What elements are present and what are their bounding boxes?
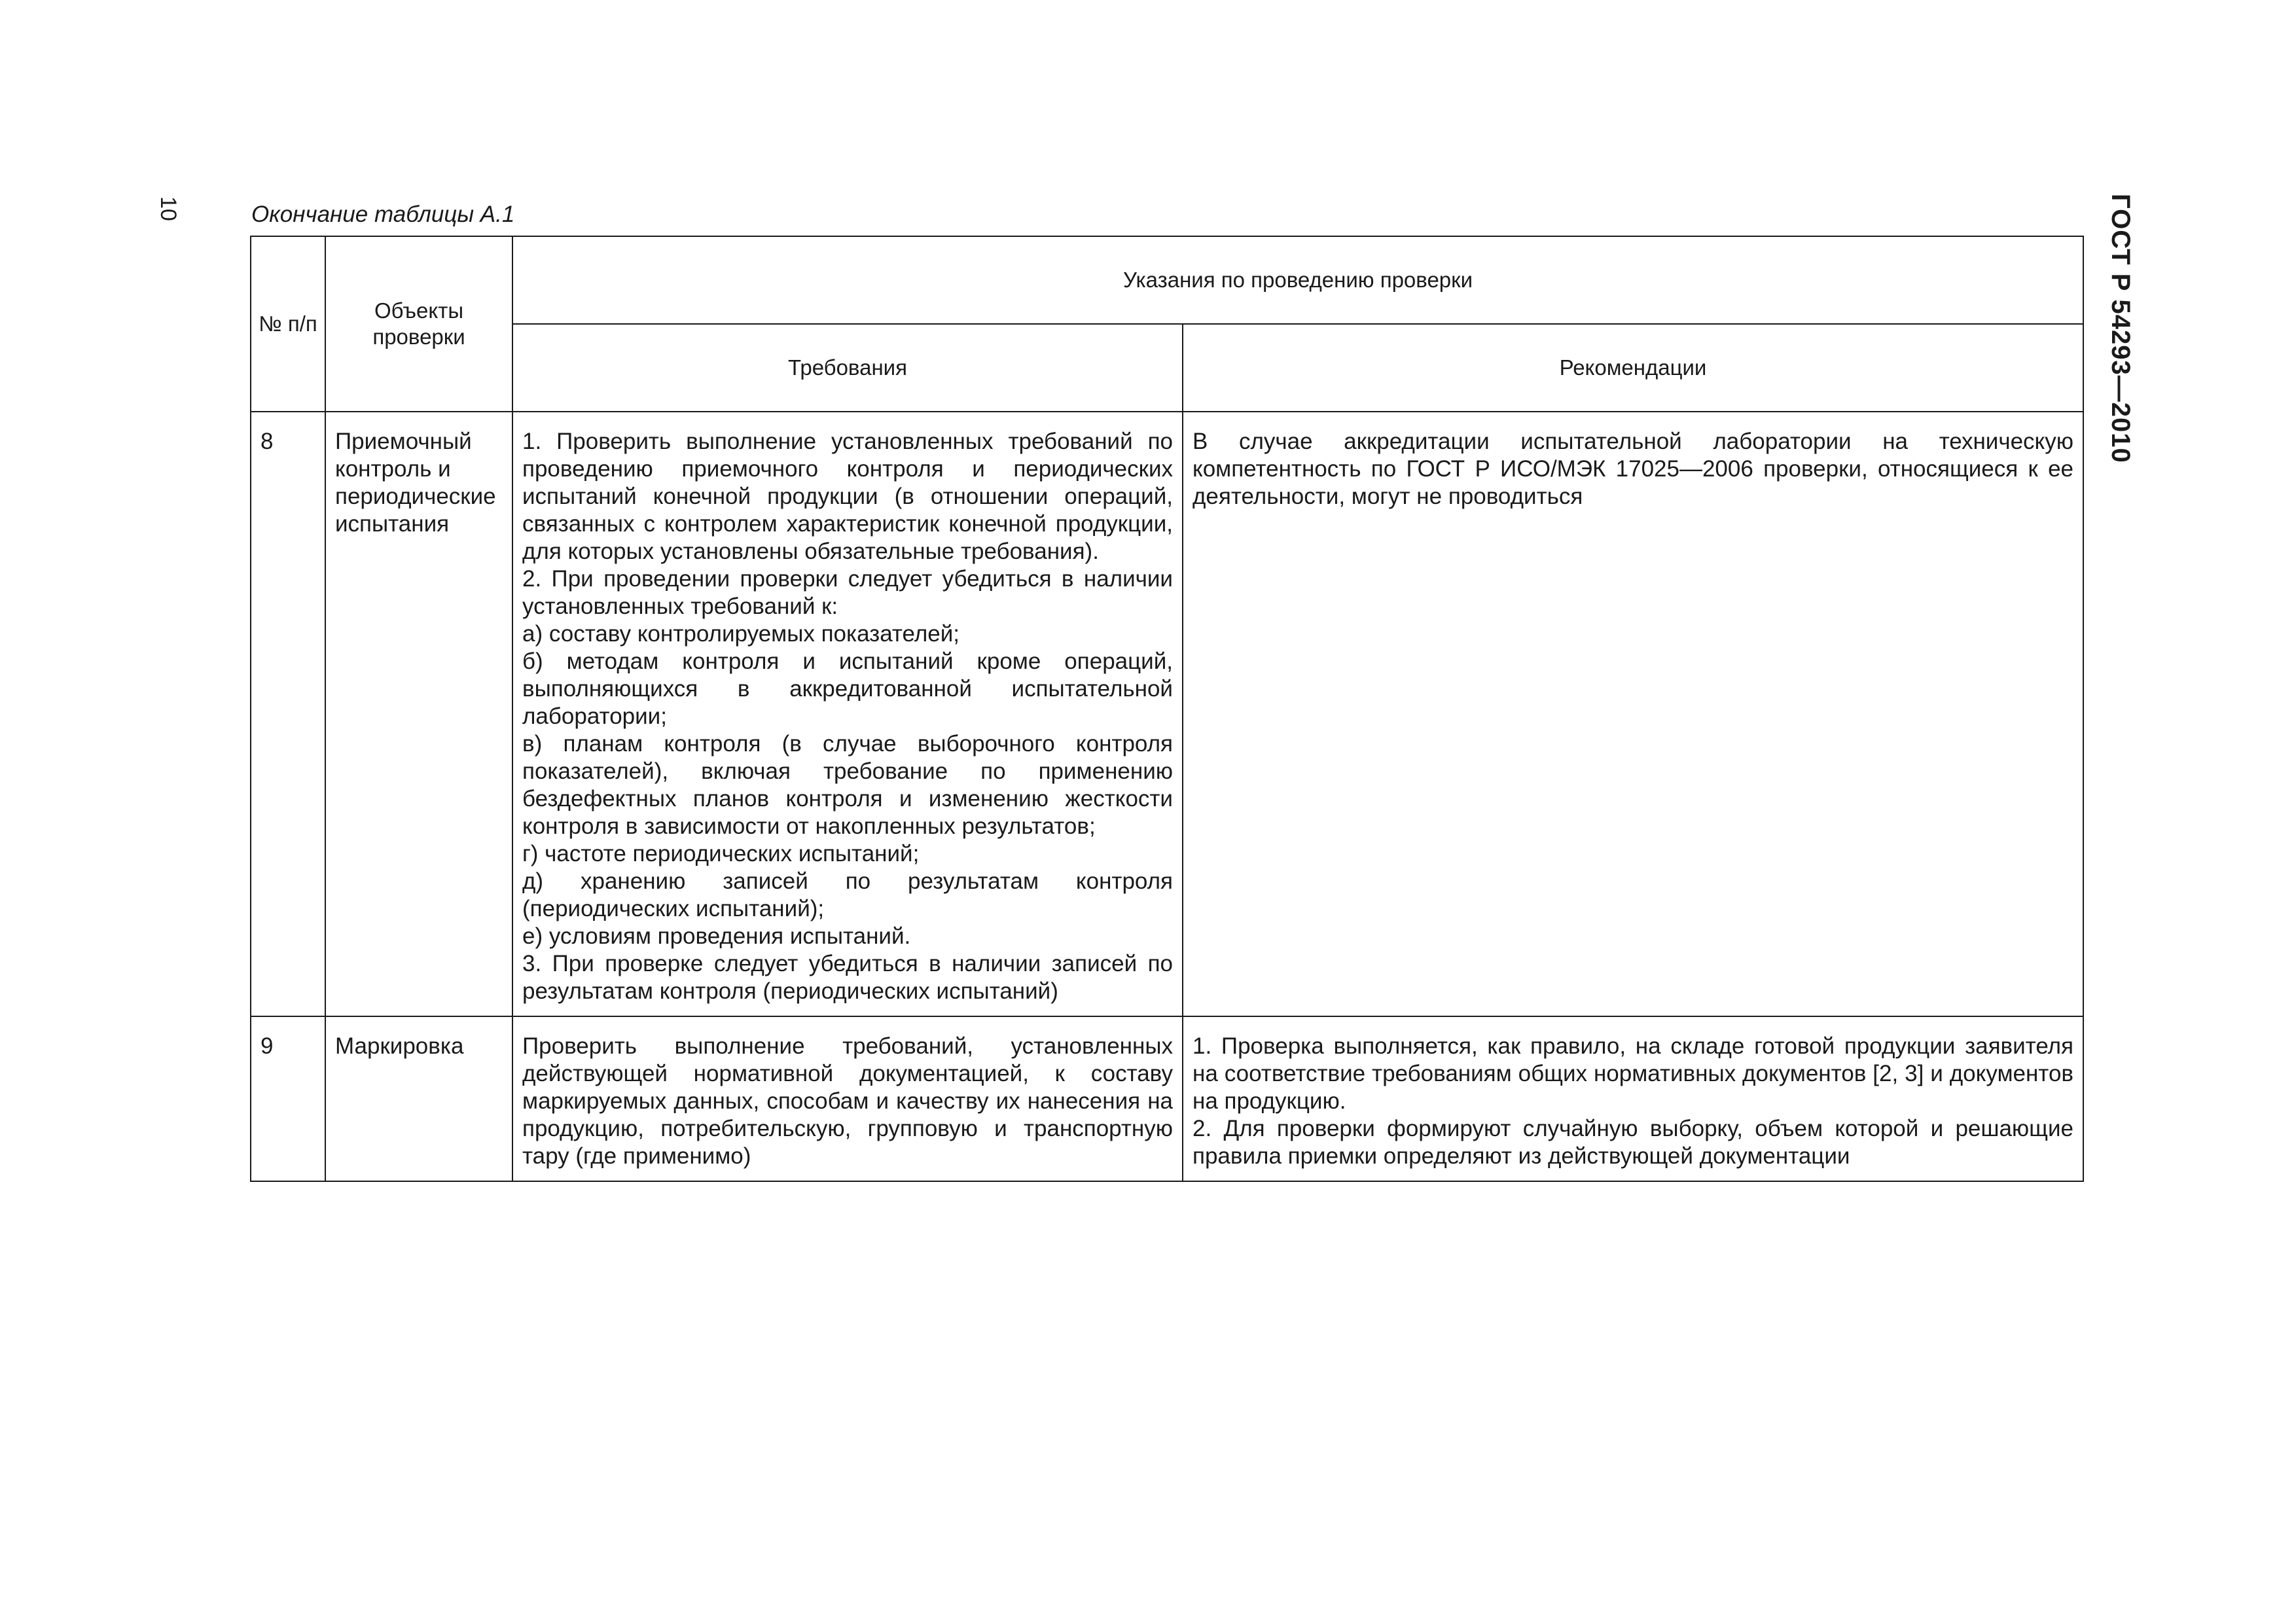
header-recommendations: Рекомендации (1183, 324, 2083, 412)
table-caption: Окончание таблицы А.1 (251, 202, 515, 227)
table-row (251, 412, 2083, 1016)
requirement-item: а) составу контролируемых показателей; (522, 621, 960, 647)
recommendation-item: 2. Для проверки формируют случайную выборку, объем которой и решающие правила приемки определяют из действующей документации (1193, 1116, 2073, 1169)
row-object: Маркировка (325, 1016, 512, 1181)
header-objects: Объекты проверки (325, 236, 512, 412)
requirement-item: 2. При проведении проверки следует убедиться в наличии установленных требований к: (522, 566, 1173, 619)
row-object: Приемочный контроль и периодические испытания (325, 412, 512, 1016)
table-row (251, 1016, 2083, 1181)
recommendation-item: В случае аккредитации испытательной лаборатории на техническую компетентность по ГОСТ Р ИСО/МЭК 17025—2006 проверки, относящиеся к ее деятельности, могут не проводиться (1193, 429, 2073, 509)
requirement-item: д) хранению записей по результатам контроля (периодических испытаний); (522, 868, 1173, 921)
requirement-item: 3. При проверке следует убедиться в наличии записей по результатам контроля (периодических испытаний) (522, 951, 1173, 1004)
header-requirements: Требования (512, 324, 1183, 412)
row-requirements (512, 1016, 1183, 1181)
requirement-item: б) методам контроля и испытаний кроме операций, выполняющихся в аккредитованной испытательной лаборатории; (522, 649, 1173, 729)
row-recommendations (1183, 1016, 2083, 1181)
row-number: 9 (251, 1016, 325, 1181)
header-num: № п/п (251, 236, 325, 412)
requirement-item: е) условиям проведения испытаний. (522, 923, 911, 949)
requirements-table (250, 236, 2084, 1182)
header-instructions: Указания по проведению проверки (512, 236, 2083, 324)
page-number: 10 (156, 196, 181, 221)
document-code: ГОСТ Р 54293—2010 (2106, 194, 2135, 463)
recommendation-item: 1. Проверка выполняется, как правило, на складе готовой продукции заявителя на соответствие требованиям общих нормативных документов [2, 3] и документов на продукцию. (1193, 1033, 2073, 1114)
requirement-item: 1. Проверить выполнение установленных требований по проведению приемочного контроля и периодических испытаний конечной продукции (в отношении операций, связанных с контролем характеристик конечной продукции, для которых установлены обязательные требования). (522, 429, 1173, 564)
requirement-item: Проверить выполнение требований, установленных действующей нормативной документацией, к составу маркируемых данных, способам и качеству их нанесения на продукцию, потребительскую, групповую и транспортную тару (где применимо) (522, 1033, 1173, 1169)
requirement-item: в) планам контроля (в случае выборочного контроля показателей), включая требование по применению бездефектных планов контроля и изменению жесткости контроля в зависимости от накопленных результатов; (522, 731, 1173, 839)
row-number: 8 (251, 412, 325, 1016)
row-recommendations (1183, 412, 2083, 1016)
row-requirements (512, 412, 1183, 1016)
requirement-item: г) частоте периодических испытаний; (522, 841, 920, 866)
